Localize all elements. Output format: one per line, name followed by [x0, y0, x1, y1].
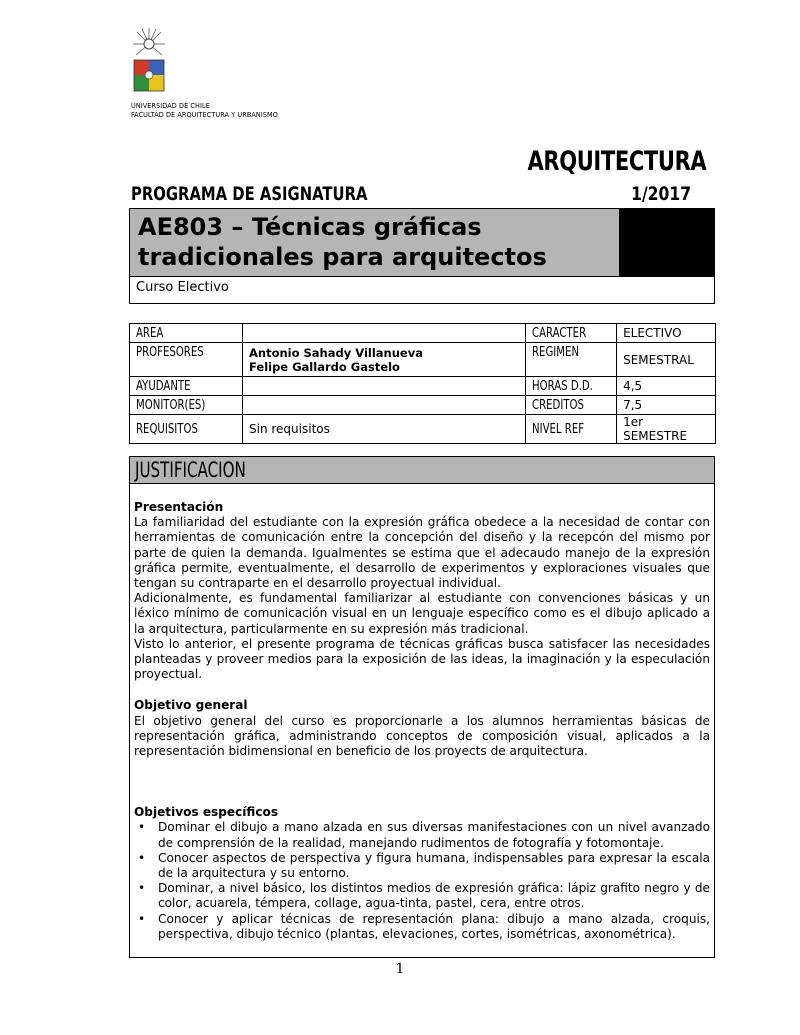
requisitos-label: REQUISITOS [130, 415, 243, 444]
justificacion-body [130, 484, 714, 942]
university-label: UNIVERSIDAD DE CHILE [131, 101, 210, 110]
requisitos-value: Sin requisitos [243, 415, 526, 444]
area-label: AREA [130, 324, 243, 343]
table-row [130, 343, 716, 377]
objetivos-especificos-title: Objetivos específicos [134, 805, 279, 820]
course-type: Curso Electivo [136, 280, 229, 295]
nivel-value: 1er SEMESTRE [617, 415, 716, 444]
objetivos-especificos-list [134, 820, 710, 942]
program-row [131, 183, 691, 207]
table-row [130, 396, 716, 415]
page-number: 1 [395, 961, 405, 977]
horas-label: HORAS D.D. [526, 377, 617, 396]
table-row [130, 415, 716, 444]
list-item: • Dominar el dibujo a mano alzada en sus diversas manifestaciones con un nivel avanzado de comprensión de la realidad, manejando rudimentos de fotografía y fotomontaje. [134, 820, 710, 850]
presentacion-paragraph-2: Adicionalmente, es fundamental familiarizar al estudiante con convenciones básicas y un léxico mínimo de comunicación visual en un lenguaje específico como es el dibujo aplicado a la arquitectura, particularmente en su expresión más tradicional. [134, 591, 710, 636]
course-title-cell [130, 209, 620, 277]
ayudante-label: AYUDANTE [130, 377, 243, 396]
list-item: • Conocer y aplicar técnicas de representación plana: dibujo a mano alzada, croquis, perspectiva, dibujo técnico (plantas, elevaciones, cortes, isométricas, axonométrica). [134, 912, 710, 942]
nivel-label: NIVEL REF [526, 415, 617, 444]
monitor-label: MONITOR(ES) [130, 396, 243, 415]
horas-value: 4,5 [617, 377, 716, 396]
university-name [131, 101, 278, 119]
faculty-label: FACULTAD DE ARQUITECTURA Y URBANISMO [131, 110, 278, 119]
justificacion-section [129, 456, 715, 958]
list-item: • Conocer aspectos de perspectiva y figura humana, indispensables para expresar la escala de la arquitectura y su entorno. [134, 851, 710, 881]
table-row [130, 324, 716, 343]
objetivo-general-text: El objetivo general del curso es proporcionarle a los alumnos herramientas básicas de representación gráfica, administrando conceptos de composición visual, aplicados a la representación bidimensional en beneficio de los proyects de arquitectura. [134, 713, 710, 759]
table-row [130, 377, 716, 396]
justificacion-heading: JUSTIFICACION [135, 458, 246, 482]
creditos-label: CREDITOS [526, 396, 617, 415]
profesor-1: Antonio Sahady Villanueva [249, 345, 423, 360]
profesores-label: PROFESORES [130, 343, 243, 377]
presentacion-paragraph-1: La familiaridad del estudiante con la expresión gráfica obedece a la necesidad de contar con herramientas de comunicación entre la concepción del diseño y la recepcón del mismo por parte de quien la demanda. Igualmentes se estima que el adecaudo manejo de la expresión gráfica permite, eventualmente, el desarrollo de experimentos y exploraciones visuales que tengan su contraparte en el desarrollo proyectual individual. [134, 515, 710, 591]
university-logo-icon [131, 26, 167, 100]
creditos-value: 7,5 [617, 396, 716, 415]
course-title-line-2: tradicionales para arquitectos [138, 243, 547, 271]
presentacion-paragraph-3: Visto lo anterior, el presente programa de técnicas gráficas busca satisfacer las necesidades planteadas y proveer medios para la exposición de las ideas, la imaginación y la especulación proyectual. [134, 636, 710, 682]
course-title [138, 212, 547, 272]
regimen-label: REGIMEN [526, 343, 617, 377]
course-title-line-1: AE803 – Técnicas gráficas [138, 213, 482, 241]
program-label: PROGRAMA DE ASIGNATURA [131, 183, 368, 205]
course-title-box [129, 208, 715, 304]
justificacion-header [130, 457, 714, 484]
monitor-value [243, 396, 526, 415]
area-value [243, 324, 526, 343]
course-title-black-block [620, 209, 715, 277]
caracter-value: ELECTIVO [617, 324, 716, 343]
course-info-table [129, 323, 716, 444]
caracter-label: CARACTER [526, 324, 617, 343]
list-item: • Dominar, a nivel básico, los distintos medios de expresión gráfica: lápiz grafito negro y de color, acuarela, témpera, collage, agua-tinta, pastel, cera, entre otros. [134, 881, 710, 911]
presentacion-title: Presentación [134, 500, 224, 514]
department-title: ARQUITECTURA [527, 146, 706, 177]
profesor-2: Felipe Gallardo Gastelo [249, 359, 400, 374]
ayudante-value [243, 377, 526, 396]
objetivo-general-title: Objetivo general [134, 698, 248, 713]
profesores-value [243, 343, 526, 377]
semester-label: 1/2017 [631, 183, 691, 205]
regimen-value: SEMESTRAL [617, 343, 716, 377]
